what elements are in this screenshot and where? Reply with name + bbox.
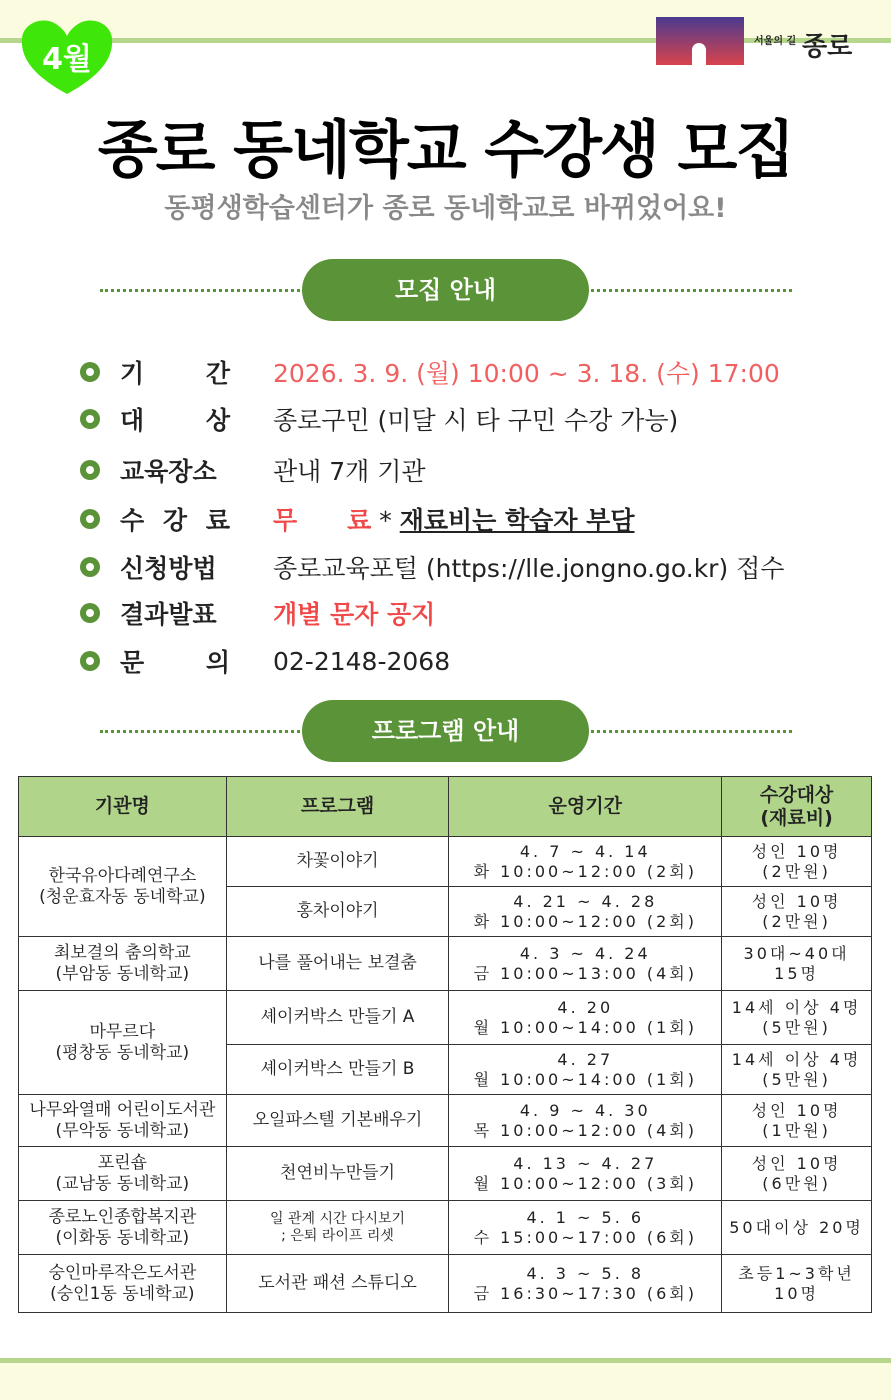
info-label: 대 상 bbox=[120, 406, 230, 435]
info-value: 무 료 * 재료비는 학습자 부담 bbox=[273, 506, 635, 535]
table-row bbox=[19, 1095, 872, 1147]
info-row bbox=[80, 399, 679, 439]
table-row bbox=[19, 1147, 872, 1201]
cell-target: 14세 이상 4명 (5만원) bbox=[722, 991, 872, 1045]
cell-period: 4. 9 ~ 4. 30 목 10:00~12:00 (4회) bbox=[449, 1095, 722, 1147]
cell-org: 마무르다 (평창동 동네학교) bbox=[19, 991, 227, 1095]
cell-org: 한국유아다례연구소 (청운효자동 동네학교) bbox=[19, 837, 227, 937]
bottom-band bbox=[0, 1363, 891, 1400]
info-label: 기 간 bbox=[120, 359, 230, 388]
bullet-icon bbox=[80, 409, 100, 429]
cell-prog: 천연비누만들기 bbox=[226, 1147, 449, 1201]
cell-prog: 일 관계 시간 다시보기 ; 은퇴 라이프 리셋 bbox=[226, 1201, 449, 1255]
cell-period: 4. 20 월 10:00~14:00 (1회) bbox=[449, 991, 722, 1045]
cell-period: 4. 1 ~ 5. 6 수 15:00~17:00 (6회) bbox=[449, 1201, 722, 1255]
column-header: 기관명 bbox=[19, 777, 227, 837]
page-title: 종로 동네학교 수강생 모집 bbox=[97, 113, 794, 186]
info-row bbox=[80, 499, 635, 539]
info-label: 교육장소 bbox=[120, 457, 217, 486]
program-table bbox=[18, 776, 872, 1313]
info-label: 문 의 bbox=[120, 648, 230, 677]
month-label: 4월 bbox=[42, 42, 92, 77]
cell-period: 4. 27 월 10:00~14:00 (1회) bbox=[449, 1045, 722, 1095]
bullet-icon bbox=[80, 509, 100, 529]
cell-period: 4. 21 ~ 4. 28 화 10:00~12:00 (2회) bbox=[449, 887, 722, 937]
cell-target: 성인 10명 (2만원) bbox=[722, 887, 872, 937]
table-row bbox=[19, 991, 872, 1045]
cell-target: 성인 10명 (6만원) bbox=[722, 1147, 872, 1201]
info-value: 관내 7개 기관 bbox=[273, 457, 426, 486]
cell-org: 숭인마루작은도서관 (숭인1동 동네학교) bbox=[19, 1255, 227, 1313]
section-title: 프로그램 안내 bbox=[302, 700, 589, 762]
cell-prog: 도서관 패션 스튜디오 bbox=[226, 1255, 449, 1313]
logo-subtext: 서울의 길 bbox=[754, 36, 797, 47]
info-row bbox=[80, 547, 785, 587]
cell-period: 4. 3 ~ 4. 24 금 10:00~13:00 (4회) bbox=[449, 937, 722, 991]
info-row bbox=[80, 352, 780, 392]
table-row bbox=[19, 1255, 872, 1313]
month-badge bbox=[18, 16, 116, 96]
info-label: 신청방법 bbox=[120, 554, 217, 583]
table-row bbox=[19, 937, 872, 991]
table-row bbox=[19, 1201, 872, 1255]
cell-prog: 차꽃이야기 bbox=[226, 837, 449, 887]
jongno-logo-icon bbox=[656, 17, 744, 65]
cell-target: 50대이상 20명 bbox=[722, 1201, 872, 1255]
cell-period: 4. 13 ~ 4. 27 월 10:00~12:00 (3회) bbox=[449, 1147, 722, 1201]
bullet-icon bbox=[80, 557, 100, 577]
page-subtitle: 동평생학습센터가 종로 동네학교로 바뀌었어요! bbox=[164, 193, 727, 224]
cell-target: 14세 이상 4명 (5만원) bbox=[722, 1045, 872, 1095]
cell-period: 4. 3 ~ 5. 8 금 16:30~17:30 (6회) bbox=[449, 1255, 722, 1313]
bullet-icon bbox=[80, 651, 100, 671]
info-label: 결과발표 bbox=[120, 600, 217, 629]
cell-target: 성인 10명 (2만원) bbox=[722, 837, 872, 887]
logo-text: 종로 bbox=[802, 32, 853, 62]
cell-org: 종로노인종합복지관 (이화동 동네학교) bbox=[19, 1201, 227, 1255]
cell-prog: 홍차이야기 bbox=[226, 887, 449, 937]
table-row bbox=[19, 837, 872, 887]
cell-org: 최보결의 춤의학교 (부암동 동네학교) bbox=[19, 937, 227, 991]
column-header: 수강대상 (재료비) bbox=[722, 777, 872, 837]
cell-period: 4. 7 ~ 4. 14 화 10:00~12:00 (2회) bbox=[449, 837, 722, 887]
info-value: 종로구민 (미달 시 타 구민 수강 가능) bbox=[273, 406, 679, 435]
cell-target: 성인 10명 (1만원) bbox=[722, 1095, 872, 1147]
cell-target: 30대~40대 15명 bbox=[722, 937, 872, 991]
info-row bbox=[80, 450, 426, 490]
cell-prog: 나를 풀어내는 보결춤 bbox=[226, 937, 449, 991]
section-recruit-header bbox=[100, 259, 792, 323]
bullet-icon bbox=[80, 460, 100, 480]
section-title: 모집 안내 bbox=[302, 259, 589, 321]
cell-org: 포린숍 (교남동 동네학교) bbox=[19, 1147, 227, 1201]
info-value: 2026. 3. 9. (월) 10:00 ~ 3. 18. (수) 17:00 bbox=[273, 359, 780, 388]
info-value: 종로교육포털 (https://lle.jongno.go.kr) 접수 bbox=[273, 554, 785, 583]
column-header: 운영기간 bbox=[449, 777, 722, 837]
info-value: 개별 문자 공지 bbox=[273, 600, 436, 629]
cell-prog: 오일파스텔 기본배우기 bbox=[226, 1095, 449, 1147]
column-header: 프로그램 bbox=[226, 777, 449, 837]
cell-prog: 셰이커박스 만들기 A bbox=[226, 991, 449, 1045]
info-row bbox=[80, 641, 451, 681]
bullet-icon bbox=[80, 603, 100, 623]
info-value: 02-2148-2068 bbox=[273, 646, 451, 676]
section-program-header bbox=[100, 700, 792, 764]
info-label: 수 강 료 bbox=[120, 506, 230, 535]
bullet-icon bbox=[80, 362, 100, 382]
cell-target: 초등1~3학년 10명 bbox=[722, 1255, 872, 1313]
cell-prog: 셰이커박스 만들기 B bbox=[226, 1045, 449, 1095]
cell-org: 나무와열매 어린이도서관 (무악동 동네학교) bbox=[19, 1095, 227, 1147]
info-row bbox=[80, 593, 436, 633]
